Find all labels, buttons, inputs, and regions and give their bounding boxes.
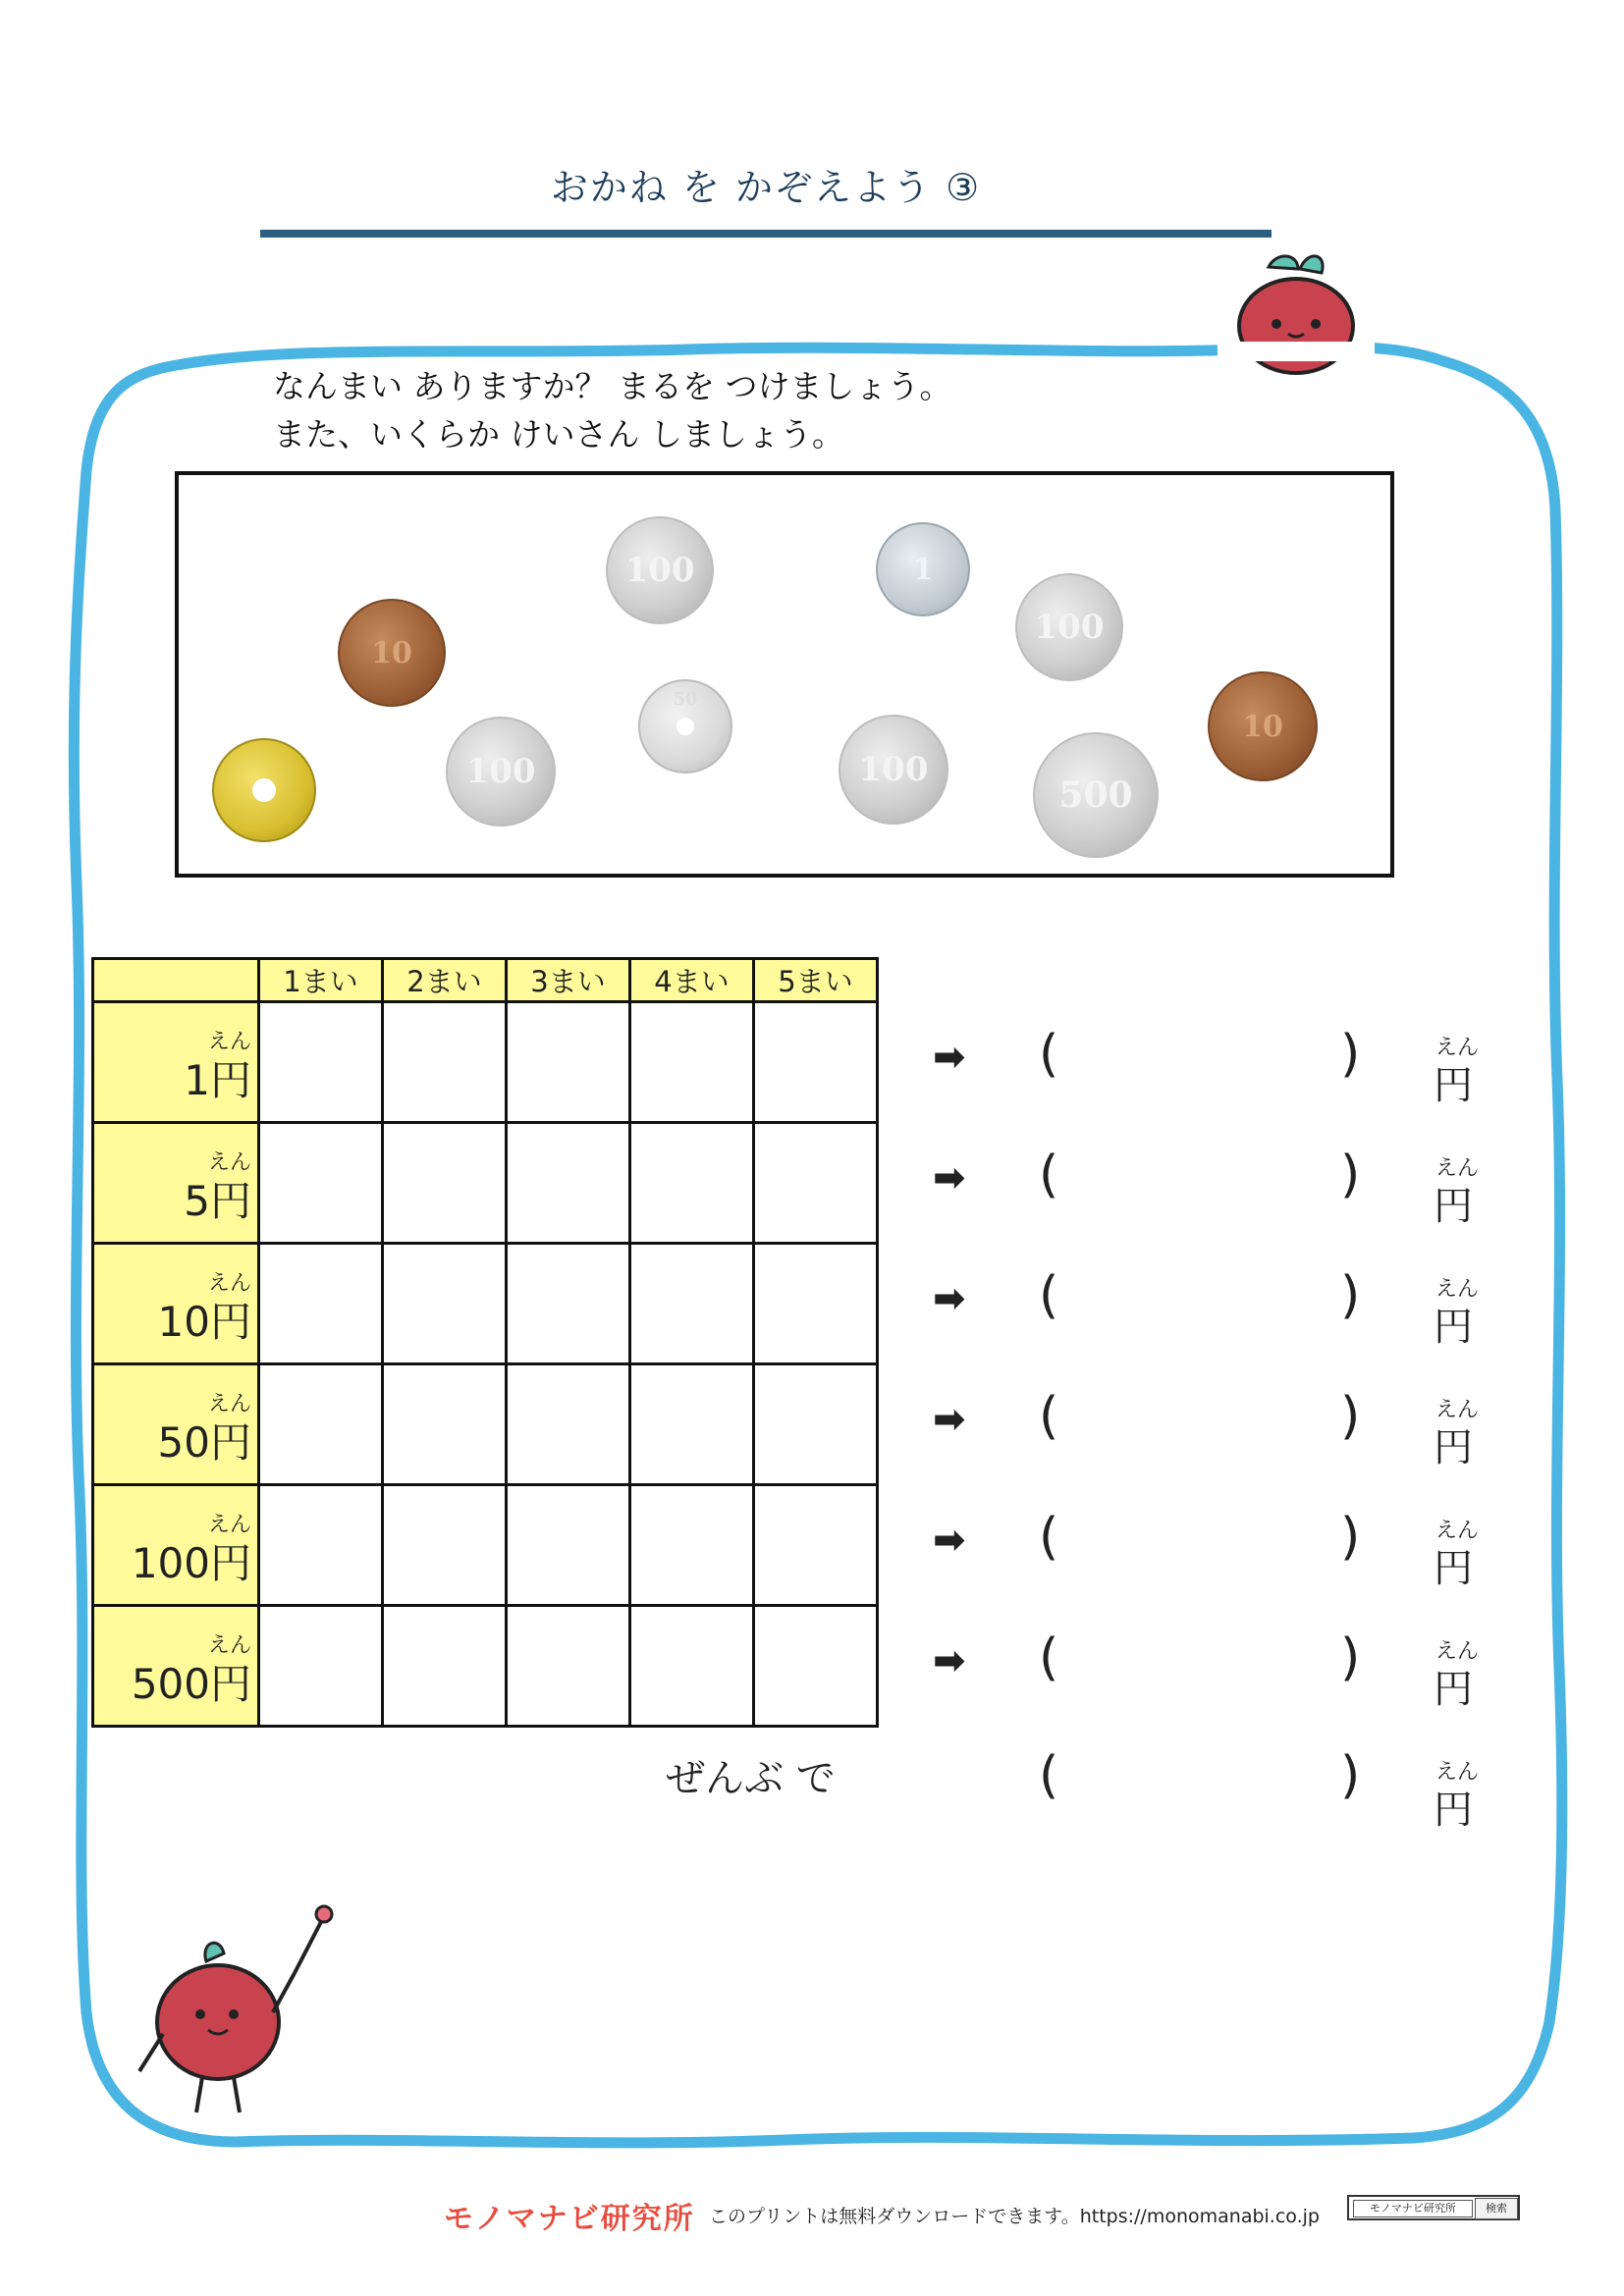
row-yen-value: 100円 [131,1539,251,1587]
count-cell[interactable] [383,1123,507,1244]
yen-ruby: えん [1435,1760,1480,1785]
count-cell[interactable] [383,1244,507,1364]
coin-label: 500 [1058,774,1133,816]
count-cell[interactable] [630,1123,754,1244]
count-cell[interactable] [630,1364,754,1485]
row-ruby: えん [207,1513,251,1537]
instruction-line-1: なんまい ありますか？ まるを つけましょう。 [273,367,952,405]
yen-ruby: えん [1435,1277,1480,1302]
footer-logo [444,2194,695,2237]
table-row [93,1123,878,1244]
row-label [93,1244,259,1364]
row-label [93,1606,259,1727]
row-label [93,1485,259,1606]
table-row [93,1485,878,1606]
yen-ruby: えん [1435,1036,1480,1060]
table-corner [93,959,259,1002]
count-cell[interactable] [754,1364,878,1485]
count-cell[interactable] [630,1485,754,1606]
column-header: 4まい [630,959,754,1002]
yen-ruby: えん [1435,1519,1480,1543]
yen-unit: 円 [1434,1425,1473,1470]
open-paren: ( [1039,1387,1059,1446]
open-paren: ( [1039,1025,1059,1084]
table-row [93,1002,878,1123]
count-cell[interactable] [259,1244,383,1364]
search-button[interactable]: 検索 [1475,2198,1518,2219]
coin-label: 100 [1034,608,1105,647]
column-header: 3まい [507,959,630,1002]
row-yen-value: 50円 [157,1418,251,1467]
count-cell[interactable] [507,1364,630,1485]
count-cell[interactable] [259,1606,383,1727]
footer-search-box [1347,2195,1520,2220]
yen-unit: 円 [1434,1788,1473,1833]
count-cell[interactable] [754,1123,878,1244]
yen-unit: 円 [1434,1063,1473,1108]
count-cell[interactable] [754,1606,878,1727]
row-yen-value: 500円 [131,1660,251,1708]
count-cell[interactable] [630,1244,754,1364]
footer-note: このプリントは無料ダウンロードできます。https://monomanabi.co.jp [709,2206,1320,2227]
coin-100-yen [1015,573,1123,681]
count-cell[interactable] [383,1002,507,1123]
count-cell[interactable] [383,1485,507,1606]
open-paren: ( [1039,1629,1059,1687]
arrow-icon: ➡ [933,1035,966,1080]
arrow-icon: ➡ [933,1518,966,1563]
coin-1-yen [876,522,970,616]
count-cell[interactable] [507,1606,630,1727]
count-cell[interactable] [630,1002,754,1123]
count-cell[interactable] [507,1123,630,1244]
column-header: 2まい [383,959,507,1002]
yen-unit: 円 [1434,1305,1473,1350]
title-underline [260,230,1272,238]
count-cell[interactable] [754,1002,878,1123]
row-ruby: えん [207,1030,251,1054]
count-cell[interactable] [630,1606,754,1727]
coin-500-yen [1033,732,1159,858]
row-ruby: えん [207,1271,251,1296]
yen-unit: 円 [1434,1667,1473,1712]
count-cell[interactable] [754,1244,878,1364]
table-header-row [93,959,878,1002]
yen-ruby: えん [1435,1398,1480,1422]
open-paren: ( [1039,1266,1059,1325]
coin-count-table [91,957,879,1728]
row-yen-value: 5円 [184,1177,251,1225]
coin-100-yen [839,715,948,825]
column-header: 5まい [754,959,878,1002]
row-ruby: えん [207,1633,251,1658]
open-paren: ( [1039,1508,1059,1567]
row-ruby: えん [207,1150,251,1175]
yen-ruby: えん [1435,1639,1480,1664]
coin-label: 50 [673,689,698,710]
page-title: おかね を かぞえよう ③ [550,166,982,209]
coin-label: 10 [1242,709,1283,744]
coin-100-yen [606,516,714,624]
coin-10-yen [1208,671,1318,781]
search-field[interactable]: モノマナビ研究所 [1353,2200,1473,2217]
total-label: ぜんぶ で [666,1756,836,1801]
count-cell[interactable] [259,1485,383,1606]
count-cell[interactable] [754,1485,878,1606]
table-row [93,1364,878,1485]
yen-ruby: えん [1435,1156,1480,1181]
apple-mascot-bottom [139,1906,332,2112]
close-paren: ) [1340,1629,1361,1687]
row-ruby: えん [207,1392,251,1416]
row-label [93,1364,259,1485]
footer-logo-text: モノマナビ研究所 [444,2202,695,2236]
yen-unit: 円 [1434,1546,1473,1591]
coin-50-yen [638,679,732,774]
coin-100-yen [446,717,556,827]
count-cell[interactable] [383,1364,507,1485]
count-cell[interactable] [259,1002,383,1123]
close-paren: ) [1340,1266,1361,1325]
coin-picture-box [175,471,1394,878]
count-cell[interactable] [507,1485,630,1606]
apple-mascot-top [1218,256,1375,373]
column-header: 1まい [259,959,383,1002]
table-row [93,1606,878,1727]
arrow-icon: ➡ [933,1397,966,1442]
table-row [93,1244,878,1364]
coin-label: 10 [371,635,412,670]
count-cell[interactable] [259,1364,383,1485]
yen-unit: 円 [1434,1184,1473,1229]
row-label [93,1123,259,1244]
count-cell[interactable] [507,1002,630,1123]
arrow-icon: ➡ [933,1638,966,1683]
close-paren: ) [1340,1746,1361,1805]
row-yen-value: 10円 [157,1298,251,1346]
coin-label: 100 [465,752,536,791]
row-label [93,1002,259,1123]
coin-label: 100 [624,551,695,590]
close-paren: ) [1340,1387,1361,1446]
arrow-icon: ➡ [933,1155,966,1201]
close-paren: ) [1340,1146,1361,1204]
close-paren: ) [1340,1025,1361,1084]
coin-label: 1 [912,552,934,587]
count-cell[interactable] [383,1606,507,1727]
count-cell[interactable] [507,1244,630,1364]
instruction-line-2: また、いくらか けいさん しましょう。 [273,415,844,454]
coin-label: 100 [858,750,929,789]
open-paren: ( [1039,1146,1059,1204]
arrow-icon: ➡ [933,1276,966,1321]
open-paren: ( [1039,1746,1059,1805]
row-yen-value: 1円 [184,1056,251,1104]
close-paren: ) [1340,1508,1361,1567]
coin-10-yen [338,599,446,707]
count-cell[interactable] [259,1123,383,1244]
coin-5-yen [212,738,316,842]
